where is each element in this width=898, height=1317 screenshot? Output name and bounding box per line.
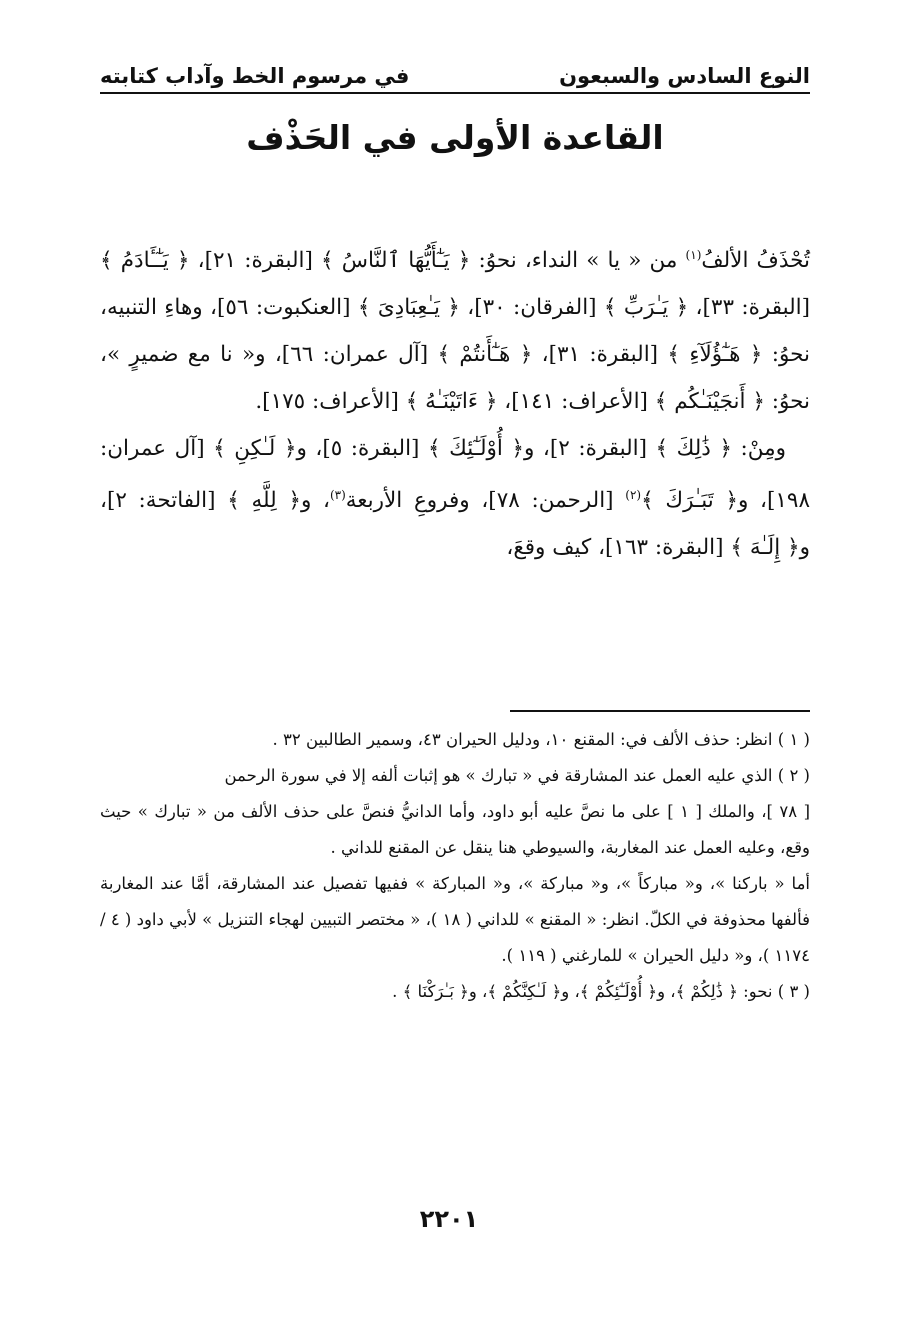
verse-reference: [البقرة: ١٦٣]، كيف وقعَ، <box>506 535 731 561</box>
text-run: ، و <box>300 488 330 514</box>
quran-verse: ﴿ لِلَّهِ ﴾ <box>227 488 301 514</box>
footnote-ref-3: (٣) <box>329 488 346 503</box>
verse-reference: [الأعراف: ١٧٥]. <box>255 389 406 415</box>
page-title: القاعدة الأولى في الحَذْف <box>246 118 664 157</box>
paragraph-1 <box>100 232 810 425</box>
footnote-2: ( ٢ ) الذي عليه العمل عند المشارقة في « تبارك » هو إثبات ألفه إلا في سورة الرحمن <box>224 766 810 785</box>
verse-reference: [البقرة: ٣١]، <box>532 342 668 368</box>
footnote-2-extra: أما « باركنا »، و« مباركاً »، و« مباركة »، و« المباركة » ففيها تفصيل عند المشارقة، أمَّا عند المغاربة فألفها محذوفة في الكلّ. انظر: « المقنع » للداني ( ١٨ )، « مختصر التبيين لهجاء التنزيل » لأبي داود ( ٤ / ١١٧٤ )، و« دليل الحيران » للمارغني ( ١١٩ ). <box>100 874 811 965</box>
quran-verse: ﴿ تَبَـٰرَكَ ﴾ <box>641 488 738 514</box>
text-run: تُحْذَفُ الألفُ <box>701 248 810 274</box>
footnotes <box>100 722 810 1010</box>
verse-reference: [الأعراف: ١٤١]، <box>497 389 655 415</box>
text-run: ومِنْ: <box>731 436 787 462</box>
verse-reference: [البقرة: ٣٣]، <box>688 295 810 321</box>
verse-reference: [آل عمران: ١٩٨]، و <box>100 436 811 514</box>
quran-verse: ﴿ يَـٰٓـَٔادَمُ ﴾ <box>100 248 190 274</box>
quran-verse: ﴿ هَـٰٓأَنتُمْ ﴾ <box>437 342 533 368</box>
text-run: من « يا » النداء، نحوُ: <box>470 248 686 274</box>
header-chapter-title: النوع السادس والسبعون <box>559 64 810 88</box>
verse-reference: [الرحمن: ٧٨]، وفروعِ الأربعة <box>345 488 626 514</box>
paragraph-2 <box>100 425 810 571</box>
verse-reference: [البقرة: ٢١]، <box>189 248 321 274</box>
quran-verse: ﴿ ءَاتَيْنَـٰهُ ﴾ <box>405 389 498 415</box>
quran-verse: ﴿ يَـٰرَبِّ ﴾ <box>603 295 689 321</box>
quran-verse: ﴿ أَنجَيْنَـٰكُم ﴾ <box>654 389 765 415</box>
footnote-2-continued: [ ٧٨ ]، والملك [ ١ ] على ما نصَّ عليه أبو داود، وأما الدانيُّ فنصَّ على حذف الألف من « تبارك » حيث وقع، وعليه العمل عند المغاربة، والسيوطي هنا ينقل عن المقنع للداني . <box>100 802 811 857</box>
quran-verse: ﴿ أُوْلَـٰٓئِكَ ﴾ <box>427 436 525 462</box>
footnote-3: ( ٣ ) نحو: ﴿ ذَٰلِكُمْ ﴾، و﴿ أُوْلَـٰٓئِكُمْ ﴾، و﴿ لَـٰكِنَّكُمْ ﴾، و﴿ بَـٰرَكْنَا ﴾ . <box>392 982 810 1001</box>
verse-reference: [الفرقان: ٣٠]، <box>459 295 604 321</box>
page-number: ٢٢٠١ <box>419 1205 479 1233</box>
quran-verse: ﴿ ذَٰلِكَ ﴾ <box>655 436 732 462</box>
verse-reference: [الفاتحة: ٢]، و <box>100 488 810 561</box>
footnote-ref-2: (٢) <box>625 488 642 503</box>
quran-verse: ﴿ إِلَـٰهَ ﴾ <box>730 535 800 561</box>
header-section-title: في مرسوم الخط وآداب كتابته <box>100 64 410 88</box>
quran-verse: ﴿ يَـٰٓأَيُّهَا ٱلنَّاسُ ﴾ <box>321 248 471 274</box>
verse-reference: [البقرة: ٢]، و <box>524 436 656 462</box>
verse-reference: [آل عمران: ٦٦]، و« نا مع ضميرٍ »، نحوُ: <box>100 342 810 415</box>
footnote-ref-1: (١) <box>685 248 702 262</box>
verse-reference: [البقرة: ٥]، و <box>296 436 428 462</box>
footnote-1: ( ١ ) انظر: حذف الألف في: المقنع ١٠، ودليل الحيران ٤٣، وسمير الطالبين ٣٢ . <box>272 730 810 749</box>
quran-verse: ﴿ هَـٰٓؤُلَآءِ ﴾ <box>667 342 763 368</box>
verse-reference: [العنكبوت: ٥٦]، وهاءِ التنبيه، نحوُ: <box>100 295 810 368</box>
quran-verse: ﴿ لَـٰكِنِ ﴾ <box>213 436 297 462</box>
running-header <box>100 50 810 94</box>
main-text <box>100 232 810 571</box>
footnote-separator <box>510 710 810 712</box>
quran-verse: ﴿ يَـٰعِبَادِىَ ﴾ <box>357 295 460 321</box>
